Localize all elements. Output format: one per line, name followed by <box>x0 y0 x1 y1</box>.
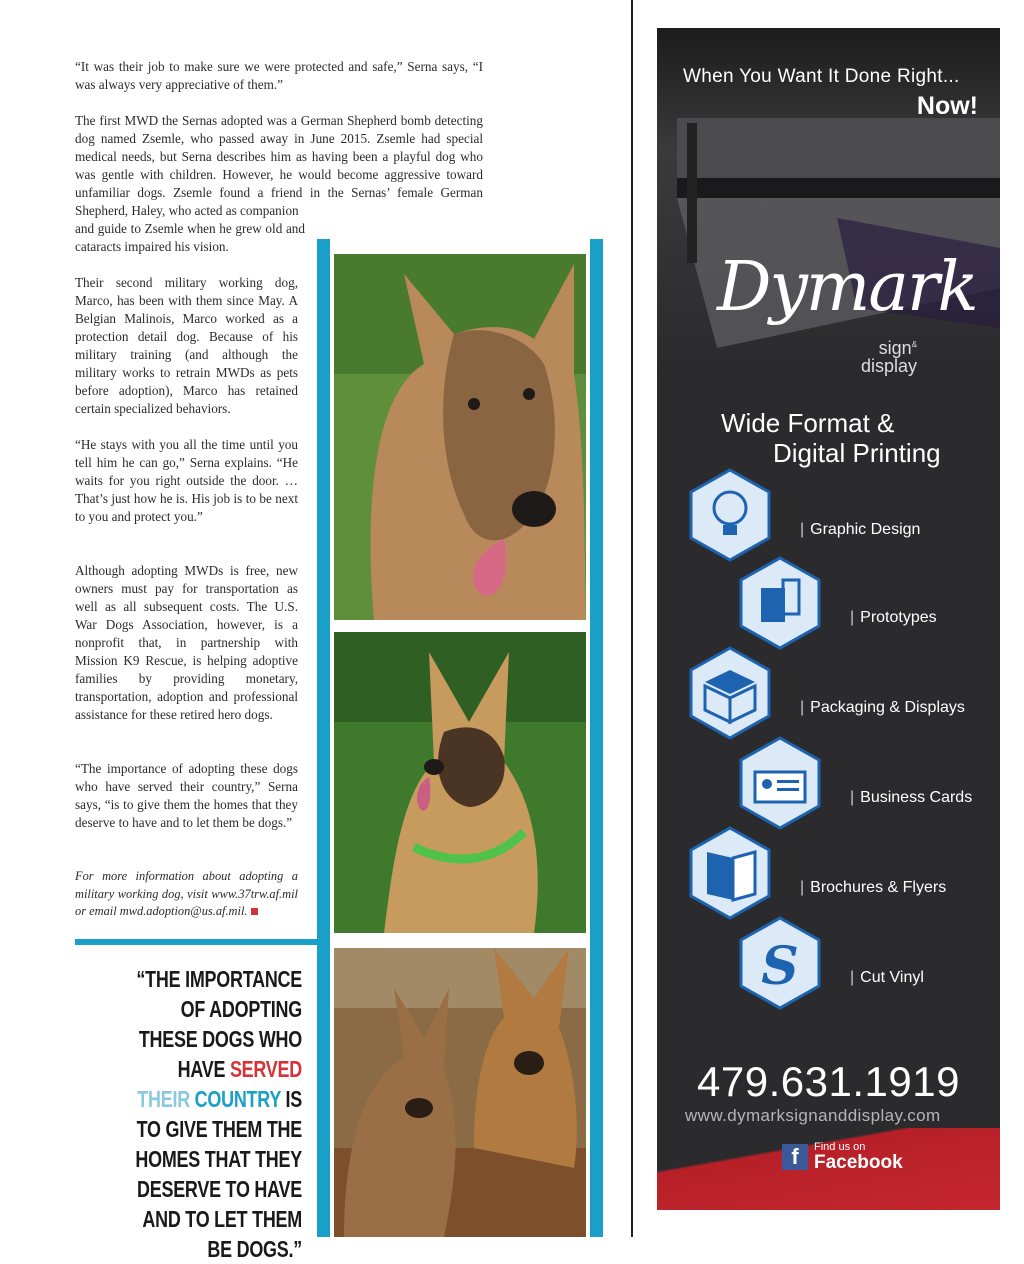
box-icon <box>689 646 771 740</box>
facebook-link[interactable] <box>782 1141 903 1173</box>
photo-dog-haley <box>334 632 586 933</box>
facebook-text: Find us on Facebook <box>814 1141 903 1173</box>
pullquote-served: SERVED <box>229 1056 302 1082</box>
business-card-icon <box>739 736 821 830</box>
service-graphic-design: | Graphic Design <box>800 521 921 538</box>
ad-heading-line2: Digital Printing <box>773 438 941 468</box>
cut-vinyl-icon <box>739 916 821 1010</box>
pullquote-rule <box>75 939 317 945</box>
paragraph-importance-quote: “The importance of adopting these dogs who have served their country,” Serna says, “is to give them the homes that they deserve to have and to let them be dogs.” <box>75 761 298 830</box>
service-prototypes: | Prototypes <box>850 609 937 626</box>
photo-two-dogs <box>334 948 586 1237</box>
paragraph-more-info: For more information about adopting a military working dog, visit www.37trw.af.mil or email mwd.adoption@us.af.mil. <box>75 869 298 918</box>
paragraph-zsemle: The first MWD the Sernas adopted was a German Shepherd bomb detecting dog named Zsemle, who passed away in June 2015. Zsemle had special medical needs, but Serna describes him as having been a playful dog who was gentle with children. However, he would become aggressive toward unfamiliar dogs. Zsemle found a friend in the Sernas’ female German Shepherd, Haley, who acted as companion <box>75 113 483 218</box>
service-packaging: | Packaging & Displays <box>800 699 965 716</box>
ad-tagline: When You Want It Done Right... <box>683 66 960 87</box>
paragraph-zsemle-cont: and guide to Zsemle when he grew old and cataracts impaired his vision. <box>75 221 305 254</box>
service-cut-vinyl: | Cut Vinyl <box>850 969 924 986</box>
service-business-cards: | Business Cards <box>850 789 973 806</box>
paragraph-quote-protected: “It was their job to make sure we were protected and safe,” Serna says, “I was always very appreciative of them.” <box>75 59 483 92</box>
svg-text:S: S <box>761 936 799 997</box>
pullquote-their: THEIR <box>137 1086 190 1112</box>
ad-phone-number[interactable]: 479.631.1919 <box>697 1058 960 1105</box>
facebook-icon: f <box>782 1144 808 1170</box>
photo-dog-zsemle <box>334 254 586 620</box>
pullquote-part1: “THE IMPORTANCE OF ADOPTING THESE DOGS WHO HAVE <box>136 966 302 1082</box>
pullquote-country: COUNTRY <box>194 1086 281 1112</box>
ad-heading <box>721 408 941 468</box>
dymark-logo: Dymark <box>717 248 977 327</box>
prototype-icon <box>739 556 821 650</box>
ad-heading-line1: Wide Format & <box>721 408 895 438</box>
pullquote <box>121 964 302 1264</box>
column-divider <box>631 0 633 1237</box>
service-brochures: | Brochures & Flyers <box>800 879 947 896</box>
paragraph-marco: Their second military working dog, Marco, has been with them since May. A Belgian Malinois, Marco worked as a protection detail dog. Because of his military training (and although the military works to retrain MWDs as pets before adoption), Marco has retained certain specialized behaviors. <box>75 275 298 416</box>
ad-website-link[interactable]: www.dymarksignanddisplay.com <box>685 1106 941 1125</box>
paragraph-adoption-costs: Although adopting MWDs is free, new owners must pay for transportation as well as all subsequent costs. The U.S. War Dogs Association, however, is a nonprofit that, in partnership with Mission K9 Rescue, is helping adoptive families by providing monetary, transportation, adoption and professional assistance for these retired hero dogs. <box>75 563 298 722</box>
end-mark <box>251 908 258 915</box>
paragraph-marco-quote: “He stays with you all the time until you tell him he can go,” Serna explains. “He waits for you right outside the door. … That’s just how he is. His job is to be next to you and protect you.” <box>75 437 298 524</box>
dymark-logo-subtitle: sign& display <box>861 338 918 376</box>
brochure-icon <box>689 826 771 920</box>
pullquote-part2: IS TO GIVE THEM THE HOMES THAT THEY DESERVE TO HAVE AND TO LET THEM BE DOGS.” <box>135 1086 302 1262</box>
lightbulb-icon <box>689 468 771 562</box>
ad-now: Now! <box>916 92 978 120</box>
dymark-advertisement[interactable] <box>657 28 1000 1210</box>
